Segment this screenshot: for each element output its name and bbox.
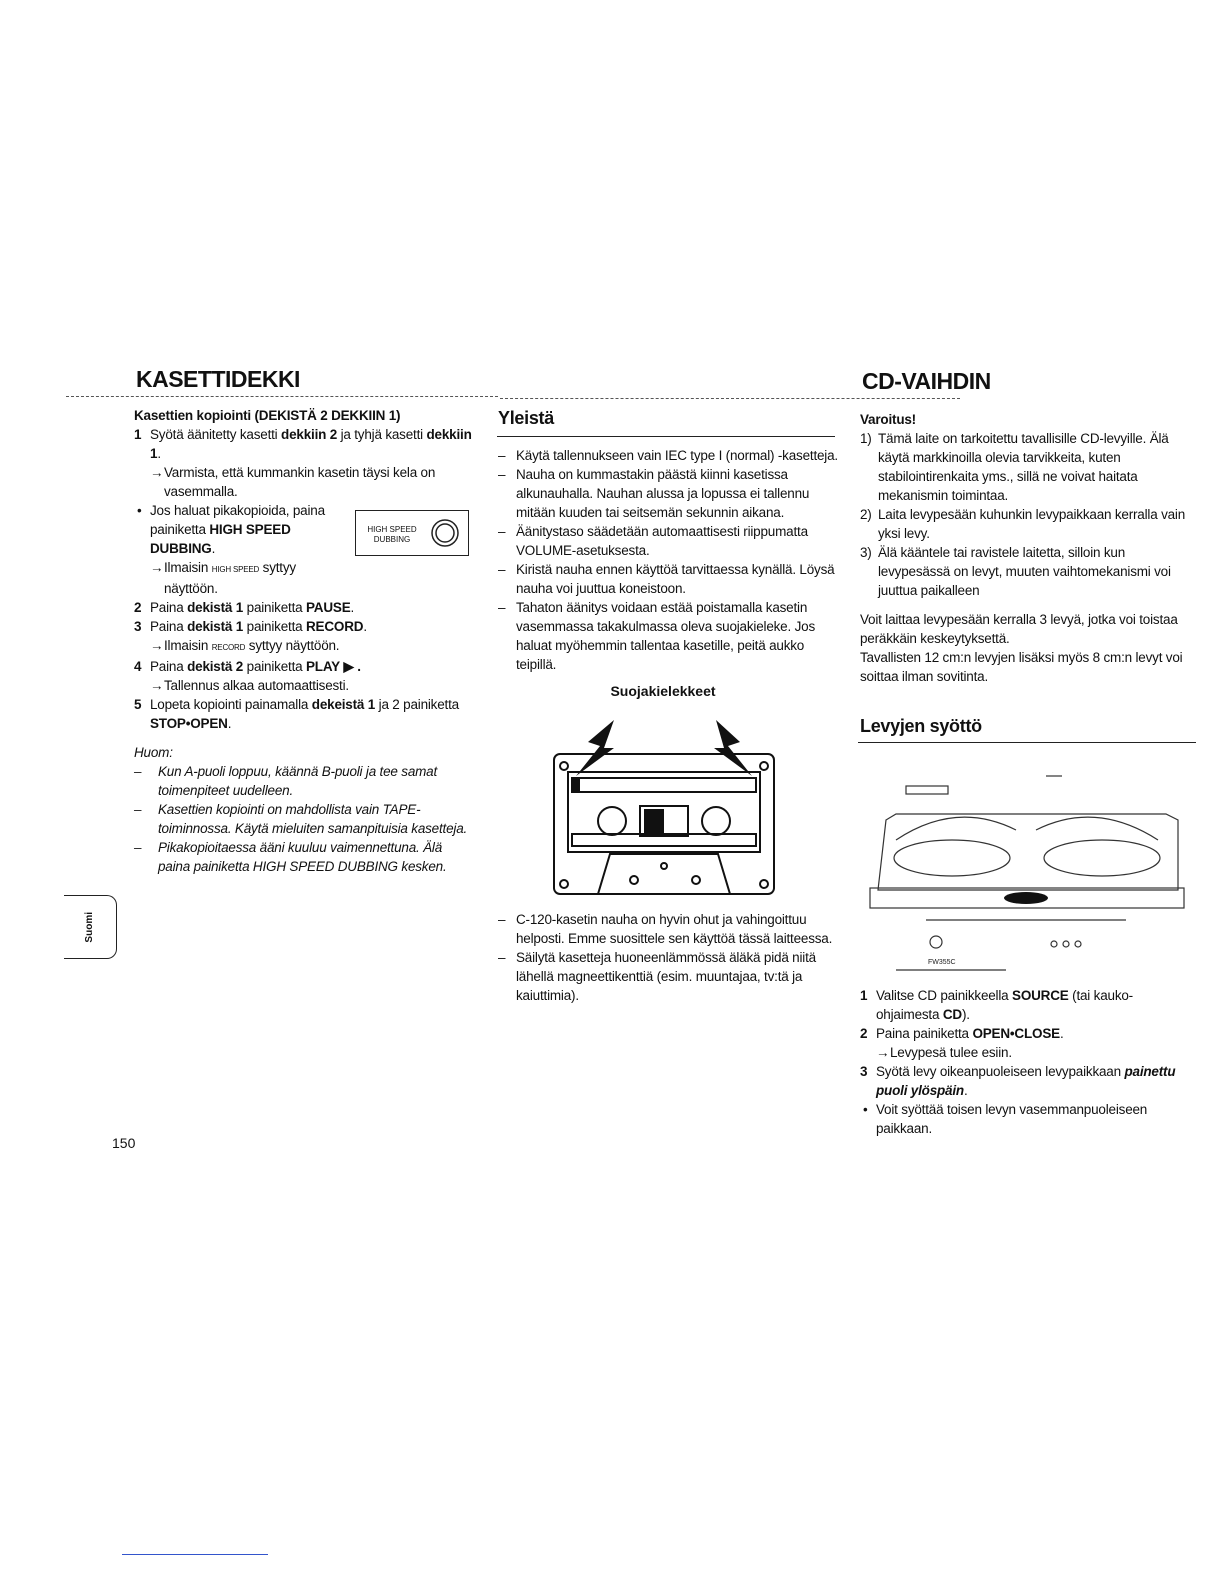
note-label: Huom:: [134, 745, 173, 760]
bottom-line: [122, 1554, 268, 1555]
cd-step-1: 1 Valitse CD painikkeella SOURCE (tai kauko-ohjaimesta CD).: [860, 988, 1133, 1022]
arrow-right-icon: →: [150, 560, 164, 575]
bullet-icon: •: [863, 1102, 868, 1117]
general-item: – Säilytä kasetteja huoneenlämmössä äläkä pidä niitä lähellä magneettikenttiä (esim. muuntajaa, tv:tä ja kaiuttimia).: [498, 950, 816, 1003]
step-1: 1 Syötä äänitetty kasetti dekkiin 2 ja tyhjä kasetti dekkiin 1.: [134, 427, 472, 461]
levyjen-rule: [858, 742, 1196, 743]
yleista-rule: [497, 436, 835, 437]
arrow-right-icon: →: [150, 638, 164, 653]
high-speed-sub: → Ilmaisin HIGH SPEED syttyy näyttöön.: [150, 560, 296, 596]
left-column: [134, 406, 472, 876]
cassette-illustration: [548, 706, 780, 906]
general-item: – Käytä tallennukseen vain IEC type I (normal) -kasetteja.: [498, 448, 838, 463]
high-speed-bullet: • Jos haluat pikakopioida, paina painiketta HIGH SPEED DUBBING.: [137, 503, 325, 556]
figure-caption: Suojakielekkeet: [610, 683, 716, 699]
language-tab-label: Suomi: [84, 912, 95, 943]
page-number: 150: [112, 1135, 136, 1151]
arrow-right-icon: →: [150, 465, 164, 480]
general-item: – Äänitystaso säädetään automaattisesti riippumatta VOLUME-asetuksesta.: [498, 524, 808, 558]
right-column: [860, 410, 1196, 686]
middle-column: [498, 446, 838, 674]
cd-changer-illustration: [866, 770, 1188, 980]
note-1: – Kun A-puoli loppuu, käännä B-puoli ja tee samat toimenpiteet uudelleen.: [134, 764, 438, 798]
note-3: – Pikakopioitaessa ääni kuuluu vaimennettuna. Älä paina painiketta HIGH SPEED DUBBING kesken.: [134, 840, 447, 874]
section-title-kasettidekki: KASETTIDEKKI: [136, 366, 300, 392]
cd-step-2: 2 Paina painiketta OPEN•CLOSE.: [860, 1026, 1064, 1041]
section-title-cd-vaihdin: CD-VAIHDIN: [862, 368, 991, 394]
title-rule: [500, 398, 960, 399]
cd-bullet: • Voit syöttää toisen levyn vasemmanpuoleiseen paikkaan.: [863, 1102, 1148, 1136]
right-steps: [860, 986, 1196, 1138]
device-model-label: FW355C: [928, 959, 956, 966]
step-1-sub: → Varmista, että kummankin kasetin täysi kela on vasemmalla.: [150, 465, 436, 499]
info-paragraph: Tavallisten 12 cm:n levyjen lisäksi myös 8 cm:n levyt voi soittaa ilman sovitinta.: [860, 650, 1183, 684]
title-rule: [66, 396, 498, 397]
round-button-icon: [430, 518, 460, 548]
info-paragraph: Voit laittaa levypesään kerralla 3 levyä, jotka voi toistaa peräkkäin keskeytyksettä.: [860, 612, 1178, 646]
high-speed-dubbing-button-illustration: HIGH SPEED DUBBING: [355, 510, 469, 556]
warning-item: 3) Älä kääntele tai ravistele laitetta, silloin kun levypesässä on levyt, muuten vaihtomekanismi voi juuttua paikalleen: [860, 545, 1171, 598]
cd-step-2-sub: → Levypesä tulee esiin.: [876, 1045, 1012, 1060]
levyjen-syotto-heading: Levyjen syöttö: [860, 716, 982, 736]
general-item: – Nauha on kummastakin päästä kiinni kasetissa alkunauhalla. Nauhan alussa ja lopussa ei tallennu mitään kuuden tai seitsemän sekunnin aikana.: [498, 467, 810, 520]
general-item: – C-120-kasetin nauha on hyvin ohut ja vahingoittuu helposti. Emme suosittele sen käyttöä tässä laitteessa.: [498, 912, 833, 946]
warning-item: 1) Tämä laite on tarkoitettu tavallisille CD-levyille. Älä käytä markkinoilla olevia tarvikkeita, kuten stabilointirenkaita yms., sillä ne voivat haitata mekanismin toimintaa.: [860, 431, 1169, 503]
step-5: 5 Lopeta kopiointi painamalla dekeistä 1 ja 2 painiketta STOP•OPEN.: [134, 697, 459, 731]
bullet-icon: •: [137, 503, 142, 518]
note-2: – Kasettien kopiointi on mahdollista vain TAPE-toiminnossa. Käytä mieluiten samanpituisia kasetteja.: [134, 802, 468, 836]
copy-heading: Kasettien kopiointi (DEKISTÄ 2 DEKKIIN 1): [134, 408, 401, 423]
step-3-sub: → Ilmaisin RECORD syttyy näyttöön.: [150, 638, 340, 653]
middle-column-2: [498, 910, 838, 1005]
arrow-right-icon: →: [876, 1045, 890, 1060]
warning-item: 2) Laita levypesään kuhunkin levypaikkaan kerralla vain yksi levy.: [860, 507, 1186, 541]
arrow-right-icon: →: [150, 678, 164, 693]
step-3: 3 Paina dekistä 1 painiketta RECORD.: [134, 619, 367, 634]
yleista-heading: Yleistä: [498, 408, 554, 428]
cd-step-3: 3 Syötä levy oikeanpuoleiseen levypaikkaan painettu puoli ylöspäin.: [860, 1064, 1176, 1098]
step-4-sub: → Tallennus alkaa automaattisesti.: [150, 678, 349, 693]
general-item: – Tahaton äänitys voidaan estää poistamalla kasetin vasemmassa takakulmassa oleva suojakieleke. Jos haluat myöhemmin tallentaa kasetille, peitä aukko teipillä.: [498, 600, 815, 672]
general-item: – Kiristä nauha ennen käyttöä tarvittaessa kynällä. Löysä nauha voi juuttua koneistoon.: [498, 562, 835, 596]
step-4: 4 Paina dekistä 2 painiketta PLAY ▶ .: [134, 659, 361, 674]
warning-label: Varoitus!: [860, 412, 916, 427]
step-2: 2 Paina dekistä 1 painiketta PAUSE.: [134, 600, 355, 615]
